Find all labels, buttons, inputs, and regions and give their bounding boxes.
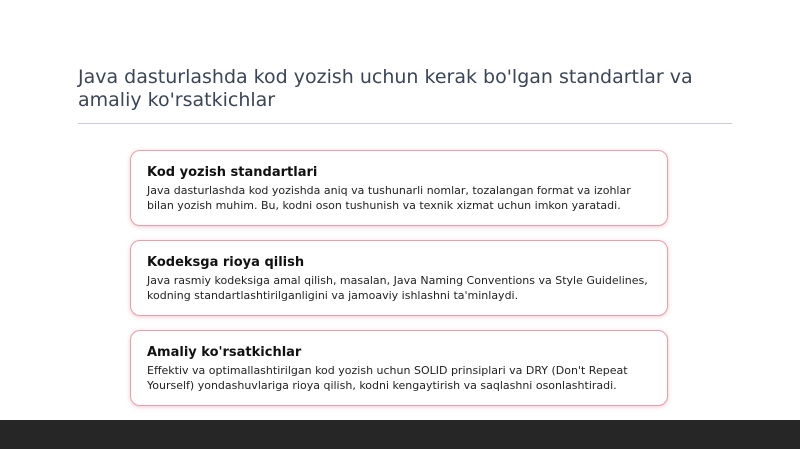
card-heading: Kodeksga rioya qilish: [147, 255, 305, 270]
card-text: Effektiv va optimallashtirilgan kod yozish uchun SOLID prinsiplari va DRY (Don't Repeat Yourself) yondashuvlariga rioya qilish, kodni kengaytirish va saqlashni osonlashtiradi.: [147, 364, 628, 392]
card-text: Java rasmiy kodeksiga amal qilish, masalan, Java Naming Conventions va Style Guidelines, kodning standartlashtirilganligini va jamoaviy ishlashni ta'minlaydi.: [147, 274, 648, 302]
title-divider: [78, 123, 732, 124]
card-practical-metrics: [130, 330, 668, 406]
card-heading: Amaliy ko'rsatkichlar: [147, 345, 302, 360]
bottom-bar: [0, 420, 800, 449]
slide-title: Java dasturlashda kod yozish uchun kerak bo'lgan standartlar va amaliy ko'rsatkichlar: [78, 66, 693, 111]
card-code-compliance: [130, 240, 668, 316]
card-text: Java dasturlashda kod yozishda aniq va tushunarli nomlar, tozalangan format va izohlar bilan yozish muhim. Bu, kodni oson tushunish va texnik xizmat uchun imkon yaratadi.: [147, 184, 631, 212]
card-heading: Kod yozish standartlari: [147, 165, 318, 180]
card-coding-standards: [130, 150, 668, 226]
